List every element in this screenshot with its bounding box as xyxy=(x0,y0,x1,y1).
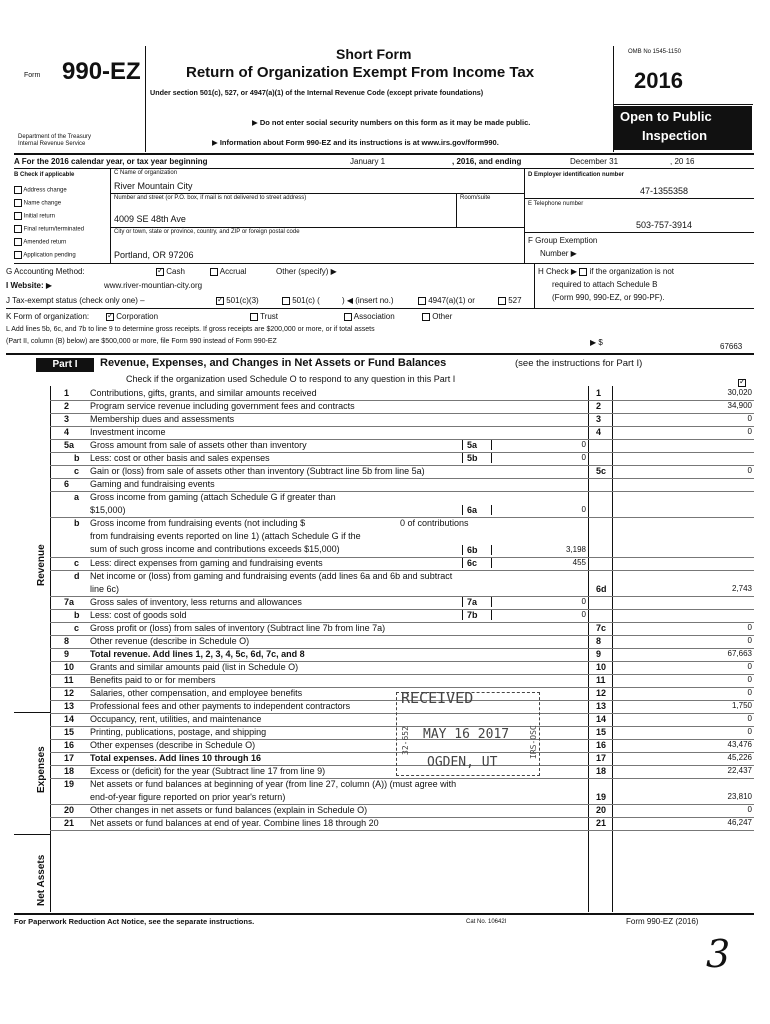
line-box-number: 3 xyxy=(596,414,602,424)
accounting-method-label: G Accounting Method: xyxy=(6,267,85,276)
line-amount[interactable]: 1,750 xyxy=(731,701,752,710)
org-box-bottom-rule xyxy=(14,263,754,264)
line-rule xyxy=(50,830,754,831)
org-form-association[interactable] xyxy=(344,312,395,321)
line-text: Grants and similar amounts paid (list in Schedule O) xyxy=(90,662,299,672)
line-amount[interactable]: 0 xyxy=(747,675,752,684)
cash-checkbox[interactable] xyxy=(156,268,164,276)
sub-line-box: 7a xyxy=(462,597,492,607)
catalog-number: Cat No. 10642I xyxy=(466,919,507,925)
line-amount[interactable]: 30,020 xyxy=(727,388,752,397)
line-number: b xyxy=(74,453,80,463)
footer-rule xyxy=(14,913,754,915)
year-divider xyxy=(613,104,753,105)
omb-number: OMB No 1545-1150 xyxy=(628,49,681,55)
info-instruction: ▶ Information about Form 990-EZ and its instructions is at www.irs.gov/form990. xyxy=(212,138,499,147)
line-number: 10 xyxy=(64,662,75,672)
initial-return-checkbox[interactable] xyxy=(14,212,22,220)
line-number: 14 xyxy=(64,714,75,724)
line-amount[interactable]: 34,900 xyxy=(727,401,752,410)
line-text: Net income or (loss) from gaming and fundraising events (add lines 6a and 6b and subtract xyxy=(90,571,453,581)
name-change-checkbox[interactable] xyxy=(14,199,22,207)
line-text: Less: cost of goods sold xyxy=(90,610,187,620)
org-box-right-divider xyxy=(524,168,525,264)
street-value: 4009 SE 48th Ave xyxy=(114,214,186,224)
line-box-number: 7c xyxy=(596,623,607,633)
line-text: Total expenses. Add lines 10 through 16 xyxy=(90,753,262,763)
other-org-label: Other xyxy=(432,312,453,321)
line-amount[interactable]: 0 xyxy=(747,727,752,736)
sub-line-amount[interactable]: 0 xyxy=(581,440,586,449)
line-box-number: 5c xyxy=(596,466,607,476)
received-stamp xyxy=(396,689,540,776)
501c3-checkbox[interactable] xyxy=(216,297,224,305)
line-number: 2 xyxy=(64,401,70,411)
line-text: Excess or (deficit) for the year (Subtract line 17 from line 9) xyxy=(90,766,326,776)
stamp-left-code: 32-652 xyxy=(401,726,410,755)
line-box-number: 10 xyxy=(596,662,607,672)
line-number: 5a xyxy=(64,440,75,450)
street-label: Number and street (or P.O. box, if mail is not delivered to street address) xyxy=(114,195,307,201)
line-box-number: 9 xyxy=(596,649,602,659)
line-text-extra: 0 of contributions xyxy=(400,518,469,528)
cash-option[interactable] xyxy=(156,267,185,276)
sub-line-box: 6c xyxy=(462,558,492,568)
line-number: 6 xyxy=(64,479,70,489)
line-number: a xyxy=(74,492,80,502)
line-a-label: A For the 2016 calendar year, or tax year beginning xyxy=(14,157,208,166)
line-h-text-2: required to attach Schedule B xyxy=(552,280,658,289)
website-value: www.river-mountian-city.org xyxy=(104,281,203,290)
check-amended-return[interactable] xyxy=(14,238,66,246)
room-divider xyxy=(456,193,457,227)
line-amount[interactable]: 2,743 xyxy=(731,584,752,593)
line-l-amount: 67663 xyxy=(720,342,743,351)
website-label: I Website: ▶ xyxy=(6,281,53,290)
org-box-left-divider xyxy=(110,168,111,264)
line-box-number: 13 xyxy=(596,701,607,711)
form-prefix: Form xyxy=(24,72,41,79)
line-box-number: 14 xyxy=(596,714,607,724)
line-text: Membership dues and assessments xyxy=(90,414,235,424)
527-checkbox[interactable] xyxy=(498,297,506,305)
line-number: b xyxy=(74,610,80,620)
line-amount[interactable]: 43,476 xyxy=(727,740,752,749)
ein-rule xyxy=(524,198,754,199)
org-form-label: K Form of organization: xyxy=(6,312,90,321)
name-change-label: Name change xyxy=(23,200,62,207)
line-number: c xyxy=(74,466,80,476)
sub-line-box: 6a xyxy=(462,505,492,515)
line-text: Less: direct expenses from gaming and fundraising events xyxy=(90,558,323,568)
line-h-prefix: H Check ▶ xyxy=(538,267,578,276)
line-l-text-1: L Add lines 5b, 6c, and 7b to line 9 to determine gross receipts. If gross receipts are $200,000 or more, or if total assets xyxy=(6,326,375,333)
form-title: Return of Organization Exempt From Income Tax xyxy=(186,64,535,81)
short-form-label: Short Form xyxy=(336,46,412,62)
line-amount[interactable]: 0 xyxy=(747,714,752,723)
line-text: Less: cost or other basis and sales expenses xyxy=(90,453,270,463)
line-number: 8 xyxy=(64,636,70,646)
line-box-number: 4 xyxy=(596,427,602,437)
accrual-checkbox[interactable] xyxy=(210,268,218,276)
501c-checkbox[interactable] xyxy=(282,297,290,305)
expense-net-divider xyxy=(14,834,50,835)
tax-exempt-4947[interactable] xyxy=(418,296,475,305)
final-return-label: Final return/terminated xyxy=(23,226,85,233)
line-text-continued: end-of-year figure reported on prior year's return) xyxy=(90,792,286,802)
line-number: 21 xyxy=(64,818,75,828)
schedule-b-checkbox[interactable] xyxy=(579,268,587,276)
line-l-text-2: (Part II, column (B) below) are $500,000 or more, file Form 990 instead of Form 990-EZ xyxy=(6,338,277,345)
line-box-number: 17 xyxy=(596,753,607,763)
line-amount[interactable]: 0 xyxy=(747,427,752,436)
line-a-rule xyxy=(14,168,754,169)
line-text: Printing, publications, postage, and shipping xyxy=(90,727,267,737)
line-text: Benefits paid to or for members xyxy=(90,675,216,685)
line-amount[interactable]: 0 xyxy=(747,636,752,645)
line-number: 19 xyxy=(64,779,75,789)
cash-label: Cash xyxy=(166,267,185,276)
final-return-checkbox[interactable] xyxy=(14,225,22,233)
line-number: 17 xyxy=(64,753,75,763)
handwritten-page-number: 3 xyxy=(706,932,731,976)
check-address-change[interactable] xyxy=(14,186,67,194)
line-box-number: 6d xyxy=(596,584,607,594)
header-divider-left xyxy=(145,46,146,152)
group-exemption-number-label: Number ▶ xyxy=(540,249,577,258)
line-number: c xyxy=(74,623,80,633)
city-label: City or town, state or province, country, and ZIP or foreign postal code xyxy=(114,229,300,235)
line-text-continued: from fundraising events reported on line 1) (attach Schedule G if the xyxy=(90,531,361,541)
line-box-number: 16 xyxy=(596,740,607,750)
tax-exempt-501c[interactable] xyxy=(282,296,320,305)
line-amount[interactable]: 46,247 xyxy=(727,818,752,827)
line-number: b xyxy=(74,518,80,528)
line-text: Occupancy, rent, utilities, and maintenance xyxy=(90,714,262,724)
org-form-trust[interactable] xyxy=(250,312,278,321)
accrual-option[interactable] xyxy=(210,267,246,276)
sub-line-box: 5b xyxy=(462,453,492,463)
line-amount[interactable]: 67,663 xyxy=(727,649,752,658)
line-a-begin: January 1 xyxy=(350,157,386,166)
line-amount[interactable]: 23,810 xyxy=(727,792,752,801)
line-text: Other changes in net assets or fund balances (explain in Schedule O) xyxy=(90,805,368,815)
tax-exempt-527[interactable] xyxy=(498,296,522,305)
line-text-continued: $15,000) xyxy=(90,505,126,515)
line-h-check[interactable] xyxy=(538,267,674,276)
org-name-rule xyxy=(110,193,524,194)
association-checkbox[interactable] xyxy=(344,313,352,321)
stamp-date: MAY 16 2017 xyxy=(423,727,510,742)
group-exemption-label: F Group Exemption xyxy=(528,236,598,245)
sub-line-amount[interactable]: 455 xyxy=(572,558,586,567)
revenue-expense-divider xyxy=(14,712,50,713)
other-method-label: Other (specify) ▶ xyxy=(276,267,337,276)
city-value: Portland, OR 97206 xyxy=(114,250,194,260)
line-amount[interactable]: 0 xyxy=(747,414,752,423)
line-text: Contributions, gifts, grants, and similar amounts received xyxy=(90,388,317,398)
4947-checkbox[interactable] xyxy=(418,297,426,305)
street-rule xyxy=(110,227,524,228)
sub-line-box: 5a xyxy=(462,440,492,450)
revenue-side-label: Revenue xyxy=(36,544,47,586)
paperwork-notice: For Paperwork Reduction Act Notice, see the separate instructions. xyxy=(14,917,255,926)
line-number: 18 xyxy=(64,766,75,776)
line-text: Net assets or fund balances at beginning of year (from line 27, column (A)) (must agree with xyxy=(90,779,457,789)
net-assets-side-label: Net Assets xyxy=(36,854,47,906)
tax-year: 2016 xyxy=(634,68,683,93)
association-label: Association xyxy=(353,312,395,321)
org-form-other[interactable] xyxy=(422,312,452,321)
check-applicable-label: B Check if applicable xyxy=(14,172,75,178)
stamp-right-code: IRS-OSC xyxy=(529,725,538,759)
line-number: c xyxy=(74,558,80,568)
line-text: Program service revenue including government fees and contracts xyxy=(90,401,355,411)
accrual-label: Accrual xyxy=(219,267,247,276)
footer-form: Form 990-EZ (2016) xyxy=(626,917,699,926)
line-box-number: 15 xyxy=(596,727,607,737)
line-h-text: if the organization is not xyxy=(589,267,675,276)
line-l-dollar: ▶ $ xyxy=(590,338,603,347)
line-text-continued: sum of such gross income and contributions exceeds $15,000) xyxy=(90,544,340,554)
ein-value: 47-1355358 xyxy=(640,186,689,196)
line-amount[interactable]: 45,226 xyxy=(727,753,752,762)
inspection-text: Inspection xyxy=(642,128,708,143)
phone-value: 503-757-3914 xyxy=(636,220,693,230)
amended-return-checkbox[interactable] xyxy=(14,238,22,246)
trust-label: Trust xyxy=(260,312,279,321)
line-text: Other revenue (describe in Schedule O) xyxy=(90,636,250,646)
expenses-side-label: Expenses xyxy=(36,746,47,793)
line-amount[interactable]: 22,437 xyxy=(727,766,752,775)
line-amount[interactable]: 0 xyxy=(747,805,752,814)
line-a-end-year: , 20 16 xyxy=(670,157,695,166)
line-text: Other expenses (describe in Schedule O) xyxy=(90,740,256,750)
line-text: Investment income xyxy=(90,427,166,437)
line-number: 15 xyxy=(64,727,75,737)
org-name-label: C Name of organization xyxy=(114,170,178,176)
check-application-pending[interactable] xyxy=(14,251,76,259)
4947-label: 4947(a)(1) or xyxy=(428,296,475,305)
line-a-mid: , 2016, and ending xyxy=(452,157,522,166)
phone-rule xyxy=(524,232,754,233)
line-amount[interactable]: 0 xyxy=(747,662,752,671)
line-box-number: 2 xyxy=(596,401,602,411)
department: Department of the Treasury xyxy=(18,134,92,140)
line-number: 13 xyxy=(64,701,75,711)
501c-label: 501(c) ( xyxy=(292,296,320,305)
line-number: 9 xyxy=(64,649,70,659)
line-j-rule xyxy=(6,308,754,309)
line-box-number: 12 xyxy=(596,688,607,698)
sub-line-box: 6b xyxy=(462,545,492,555)
sub-line-amount[interactable]: 0 xyxy=(581,597,586,606)
line-number: 16 xyxy=(64,740,75,750)
line-number: 3 xyxy=(64,414,70,424)
line-text: Professional fees and other payments to independent contractors xyxy=(90,701,351,711)
address-change-checkbox[interactable] xyxy=(14,186,22,194)
insert-no-label: ) ◀ (insert no.) xyxy=(342,296,394,305)
line-text: Salaries, other compensation, and employee benefits xyxy=(90,688,303,698)
501c3-label: 501(c)(3) xyxy=(226,296,259,305)
other-org-checkbox[interactable] xyxy=(422,313,430,321)
line-text: Gross amount from sale of assets other than inventory xyxy=(90,440,307,450)
tax-exempt-label: J Tax-exempt status (check only one) – xyxy=(6,296,145,305)
line-number: 20 xyxy=(64,805,75,815)
tax-exempt-501c3[interactable] xyxy=(216,296,259,305)
line-a-end: December 31 xyxy=(570,157,619,166)
form-number: 990-EZ xyxy=(62,58,141,85)
line-box-number: 18 xyxy=(596,766,607,776)
line-text: Gaming and fundraising events xyxy=(90,479,215,489)
line-l-rule xyxy=(6,353,754,355)
line-text: Gross income from gaming (attach Schedule G if greater than xyxy=(90,492,336,502)
line-h-text-3: (Form 990, 990-EZ, or 990-PF). xyxy=(552,293,665,302)
line-amount[interactable]: 0 xyxy=(747,466,752,475)
line-number: d xyxy=(74,571,80,581)
line-number: 4 xyxy=(64,427,70,437)
sub-line-amount[interactable]: 0 xyxy=(581,453,586,462)
check-final-return[interactable] xyxy=(14,225,84,233)
address-change-label: Address change xyxy=(23,187,67,194)
line-number: 12 xyxy=(64,688,75,698)
stamp-received: RECEIVED xyxy=(401,689,474,707)
sub-line-amount[interactable]: 0 xyxy=(581,505,586,514)
line-box-number: 19 xyxy=(596,792,607,802)
line-amount[interactable]: 0 xyxy=(747,623,752,632)
line-box-number: 20 xyxy=(596,805,607,815)
line-text: Net assets or fund balances at end of year. Combine lines 18 through 20 xyxy=(90,818,379,828)
line-number: 7a xyxy=(64,597,75,607)
stamp-city: OGDEN, UT xyxy=(427,755,498,770)
check-name-change[interactable] xyxy=(14,199,61,207)
sub-line-box: 7b xyxy=(462,610,492,620)
trust-checkbox[interactable] xyxy=(250,313,258,321)
application-pending-label: Application pending xyxy=(23,252,76,259)
line-box-number: 8 xyxy=(596,636,602,646)
line-box-number: 21 xyxy=(596,818,607,828)
ein-label: D Employer identification number xyxy=(528,172,625,178)
line-text: Gross profit or (loss) from sales of inventory (Subtract line 7b from line 7a) xyxy=(90,623,386,633)
org-form-corporation[interactable] xyxy=(106,312,158,321)
line-number: 11 xyxy=(64,675,74,685)
line-text: Gross sales of inventory, less returns and allowances xyxy=(90,597,302,607)
line-text: Total revenue. Add lines 1, 2, 3, 4, 5c, 6d, 7c, and 8 xyxy=(90,649,305,659)
line-text: Gain or (loss) from sale of assets other than inventory (Subtract line 5b from line 5a) xyxy=(90,466,425,476)
line-h-divider xyxy=(534,263,535,308)
line-number: 1 xyxy=(64,388,70,398)
527-label: 527 xyxy=(508,296,522,305)
line-text: Gross income from fundraising events (not including $ xyxy=(90,518,306,528)
part-1-title-note: (see the instructions for Part I) xyxy=(515,358,643,369)
part-1-title: Revenue, Expenses, and Changes in Net Assets or Fund Balances xyxy=(100,357,447,369)
application-pending-checkbox[interactable] xyxy=(14,251,22,259)
part-1-label: Part I xyxy=(36,358,94,372)
sub-line-amount[interactable]: 0 xyxy=(581,610,586,619)
initial-return-label: Initial return xyxy=(23,213,56,220)
line-box-number: 11 xyxy=(596,675,606,685)
room-label: Room/suite xyxy=(460,195,491,201)
check-initial-return[interactable] xyxy=(14,212,55,220)
phone-label: E Telephone number xyxy=(528,201,584,207)
line-amount[interactable]: 0 xyxy=(747,688,752,697)
header-bottom-rule xyxy=(14,153,754,155)
sub-line-amount[interactable]: 3,198 xyxy=(565,545,586,554)
line-box-number: 1 xyxy=(596,388,602,398)
service: Internal Revenue Service xyxy=(18,141,86,147)
org-name-value: River Mountain City xyxy=(114,181,193,191)
line-text-continued: line 6c) xyxy=(90,584,120,594)
schedule-o-check-text: Check if the organization used Schedule O to respond to any question in this Part I xyxy=(126,374,456,384)
form-subtitle: Under section 501(c), 527, or 4947(a)(1) of the Internal Revenue Code (except private foundations) xyxy=(150,88,484,97)
open-public-box xyxy=(614,106,752,150)
open-public-text: Open to Public xyxy=(620,109,712,124)
corporation-checkbox[interactable] xyxy=(106,313,114,321)
corporation-label: Corporation xyxy=(116,312,159,321)
schedule-o-check[interactable] xyxy=(738,379,746,387)
ssn-instruction: ▶ Do not enter social security numbers on this form as it may be made public. xyxy=(252,118,531,127)
amended-return-label: Amended return xyxy=(23,239,67,246)
